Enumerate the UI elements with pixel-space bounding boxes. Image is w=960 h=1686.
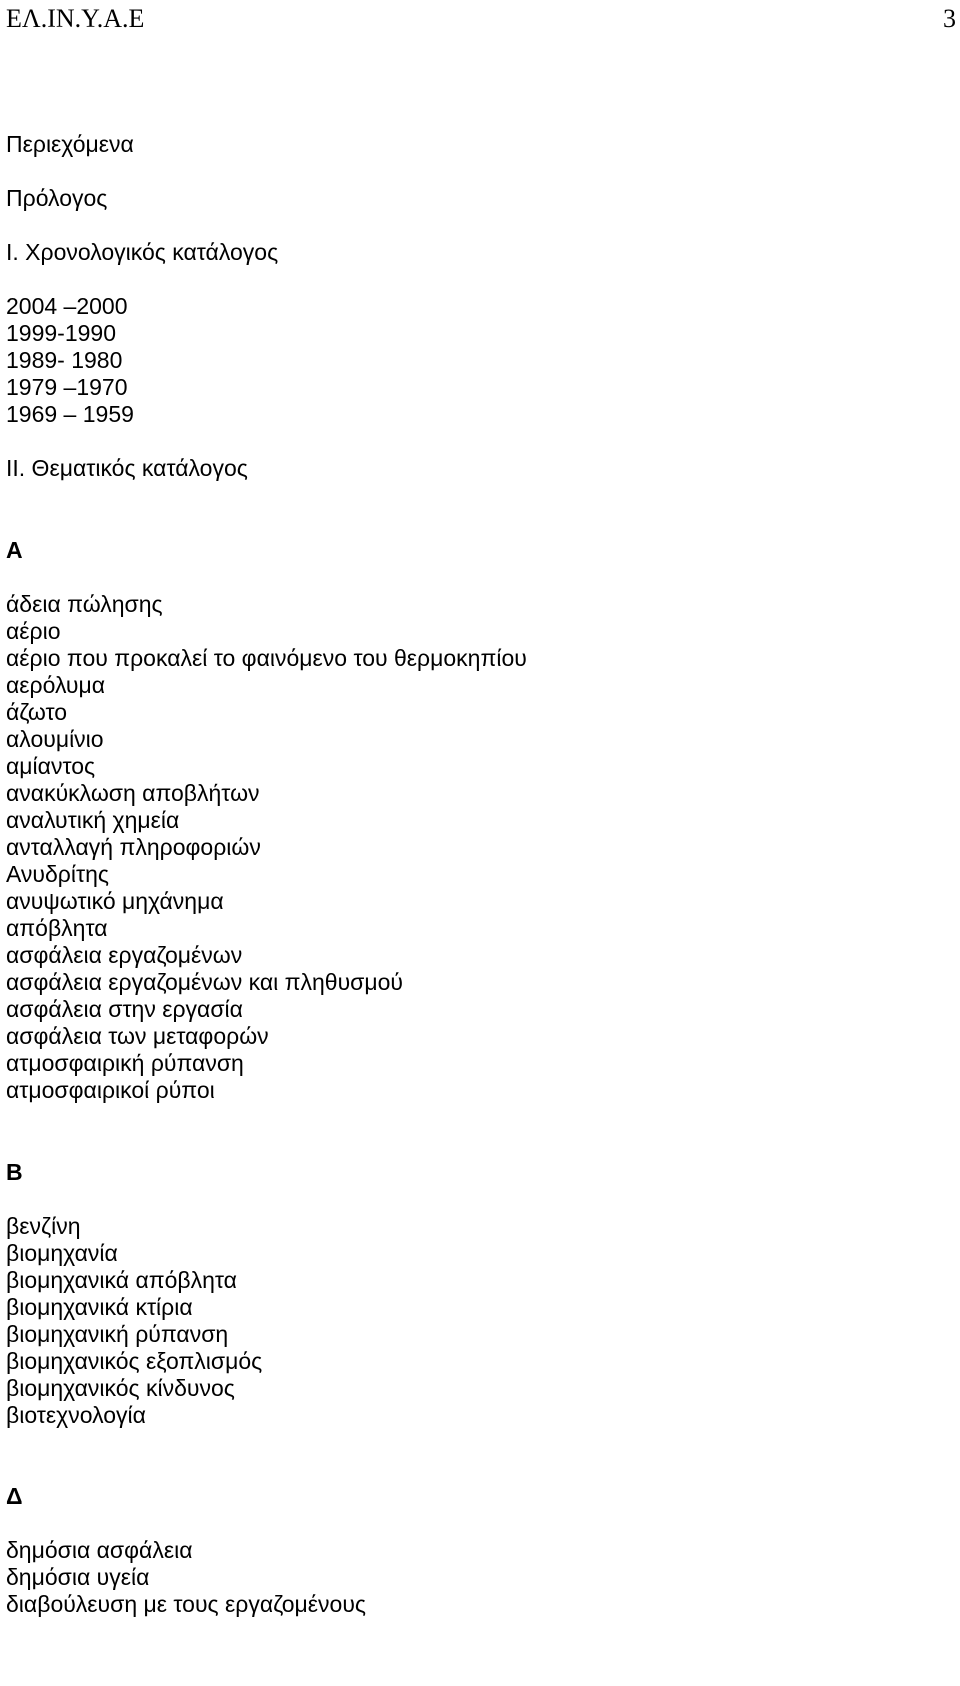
index-entry[interactable]: απόβλητα xyxy=(6,915,108,941)
index-entry[interactable]: αέριο που προκαλεί το φαινόμενο του θερμοκηπίου xyxy=(6,645,527,671)
index-letter-d: Δ xyxy=(6,1483,23,1509)
index-entry[interactable]: ανυψωτικό μηχάνημα xyxy=(6,888,224,914)
index-entry[interactable]: βιομηχανική ρύπανση xyxy=(6,1321,229,1347)
period-item[interactable]: 1979 –1970 xyxy=(6,374,128,400)
index-entry[interactable]: ατμοσφαιρικοί ρύποι xyxy=(6,1077,215,1103)
index-entry[interactable]: ανταλλαγή πληροφοριών xyxy=(6,834,261,860)
period-item[interactable]: 1999-1990 xyxy=(6,320,116,346)
period-item[interactable]: 2004 –2000 xyxy=(6,293,128,319)
index-entry[interactable]: αερόλυμα xyxy=(6,672,106,698)
period-item[interactable]: 1989- 1980 xyxy=(6,347,123,373)
index-entry[interactable]: άζωτο xyxy=(6,699,68,725)
index-entry[interactable]: διαβούλευση με τους εργαζομένους xyxy=(6,1591,367,1617)
index-entry[interactable]: βιομηχανία xyxy=(6,1240,118,1266)
index-entry[interactable]: βιομηχανικά απόβλητα xyxy=(6,1267,237,1293)
page-number: 3 xyxy=(943,4,956,33)
index-entry[interactable]: ασφάλεια εργαζομένων xyxy=(6,942,243,968)
index-entry[interactable]: βιομηχανικά κτίρια xyxy=(6,1294,193,1320)
chronological-catalogue-heading[interactable]: Ι. Χρονολογικός κατάλογος xyxy=(6,239,279,265)
prologue-link[interactable]: Πρόλογος xyxy=(6,185,108,211)
contents-heading: Περιεχόμενα xyxy=(6,131,134,157)
index-entry[interactable]: βιοτεχνολογία xyxy=(6,1402,146,1428)
index-entry[interactable]: ανακύκλωση αποβλήτων xyxy=(6,780,260,806)
index-entry[interactable]: αλουμίνιο xyxy=(6,726,104,752)
index-entry[interactable]: ασφάλεια στην εργασία xyxy=(6,996,243,1022)
period-item[interactable]: 1969 – 1959 xyxy=(6,401,134,427)
index-entry[interactable]: δημόσια υγεία xyxy=(6,1564,150,1590)
index-entry[interactable]: βιομηχανικός κίνδυνος xyxy=(6,1375,235,1401)
index-entry[interactable]: δημόσια ασφάλεια xyxy=(6,1537,193,1563)
index-entry[interactable]: αμίαντος xyxy=(6,753,96,779)
index-entry[interactable]: Ανυδρίτης xyxy=(6,861,109,887)
thematic-catalogue-heading[interactable]: ΙΙ. Θεματικός κατάλογος xyxy=(6,455,248,481)
index-entry[interactable]: ασφάλεια των μεταφορών xyxy=(6,1023,269,1049)
index-entry[interactable]: ασφάλεια εργαζομένων και πληθυσμού xyxy=(6,969,403,995)
index-letter-a: Α xyxy=(6,537,23,563)
index-entry[interactable]: αέριο xyxy=(6,618,61,644)
index-entry[interactable]: αναλυτική χημεία xyxy=(6,807,180,833)
document-header-title: ΕΛ.ΙΝ.Υ.Α.Ε xyxy=(6,4,145,33)
index-entry[interactable]: βιομηχανικός εξοπλισμός xyxy=(6,1348,263,1374)
index-entry[interactable]: ατμοσφαιρική ρύπανση xyxy=(6,1050,244,1076)
index-entry[interactable]: βενζίνη xyxy=(6,1213,81,1239)
index-entry[interactable]: άδεια πώλησης xyxy=(6,591,163,617)
index-letter-b: Β xyxy=(6,1159,23,1185)
